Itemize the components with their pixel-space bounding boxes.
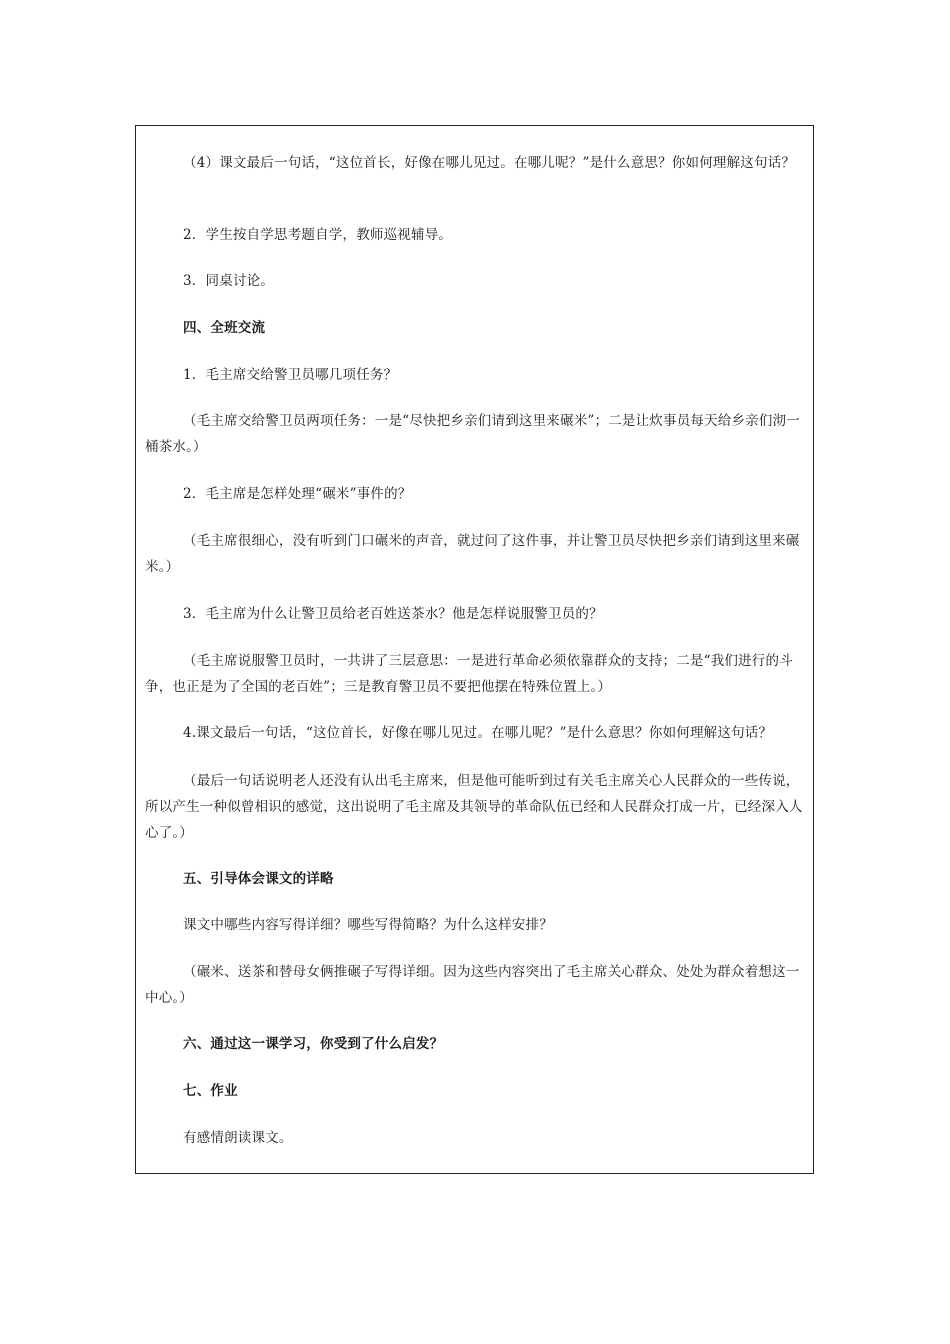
question-2: 2．毛主席是怎样处理“碾米”事件的？ (183, 486, 412, 502)
homework-text: 有感情朗读课文。 (183, 1130, 293, 1146)
section-heading-4: 四、全班交流 (183, 320, 266, 336)
step-2: 2．学生按自学思考题自学，教师巡视辅导。 (183, 227, 453, 243)
answer-4: （最后一句话说明老人还没有认出毛主席来，但是他可能听到过有关毛主席关心人民群众的一些传说，所以产生一种似曾相识的感觉，这出说明了毛主席及其领导的革命队伍已经和人民群众打成一片，已经深入人心了。） (145, 773, 803, 841)
section-heading-5: 五、引导体会课文的详略 (183, 871, 334, 887)
question-4: 4.课文最后一句话，“这位首长，好像在哪儿见过。在哪儿呢？”是什么意思？你如何理解这句话？ (183, 725, 773, 741)
question-1: 1．毛主席交给警卫员哪几项任务？ (183, 367, 398, 383)
question-3: 3．毛主席为什么让警卫员给老百姓送茶水？他是怎样说服警卫员的？ (183, 606, 603, 622)
section-heading-7: 七、作业 (183, 1083, 238, 1099)
section-heading-6: 六、通过这一课学习，你受到了什么启发？ (183, 1036, 444, 1052)
question-4-intro: （4）课文最后一句话，“这位首长，好像在哪儿见过。在哪儿呢？”是什么意思？你如何理解这句话？ (183, 155, 796, 171)
answer-1: （毛主席交给警卫员两项任务：一是“尽快把乡亲们请到这里来碾米”；二是让炊事员每天给乡亲们沏一桶茶水。） (145, 413, 801, 455)
step-3: 3．同桌讨论。 (183, 273, 274, 289)
answer-5: （碾米、送茶和替母女俩推碾子写得详细。因为这些内容突出了毛主席关心群众、处处为群众着想这一中心。） (145, 964, 800, 1006)
answer-3: （毛主席说服警卫员时，一共讲了三层意思：一是进行革命必须依靠群众的支持；二是“我们进行的斗争，也正是为了全国的老百姓”；三是教育警卫员不要把他摆在特殊位置上。） (145, 653, 793, 695)
question-5: 课文中哪些内容写得详细？哪些写得简略？为什么这样安排？ (183, 917, 553, 933)
answer-2: （毛主席很细心，没有听到门口碾米的声音，就过问了这件事，并让警卫员尽快把乡亲们请到这里来碾米。） (145, 533, 800, 575)
